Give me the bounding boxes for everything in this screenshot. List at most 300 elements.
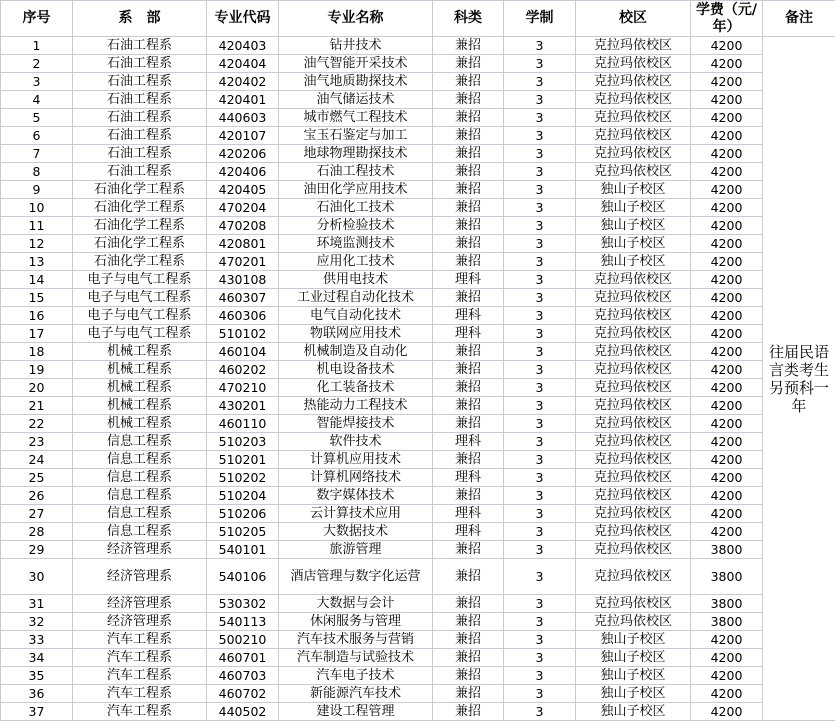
cell-dept: 信息工程系 (73, 523, 207, 541)
cell-major: 机械制造及自动化 (279, 343, 433, 361)
cell-type: 兼招 (433, 145, 504, 163)
cell-code: 470204 (207, 199, 279, 217)
cell-dept: 经济管理系 (73, 595, 207, 613)
cell-dept: 信息工程系 (73, 433, 207, 451)
cell-major: 汽车技术服务与营销 (279, 631, 433, 649)
cell-years: 3 (504, 451, 576, 469)
cell-type: 兼招 (433, 613, 504, 631)
cell-years: 3 (504, 559, 576, 595)
cell-dept: 石油工程系 (73, 55, 207, 73)
table-row (1, 145, 835, 163)
header-code: 专业代码 (207, 1, 279, 37)
cell-years: 3 (504, 631, 576, 649)
cell-campus: 克拉玛依校区 (576, 127, 691, 145)
cell-type: 兼招 (433, 235, 504, 253)
cell-fee: 4200 (691, 415, 763, 433)
cell-type: 兼招 (433, 559, 504, 595)
cell-code: 460110 (207, 415, 279, 433)
table-row (1, 91, 835, 109)
table-row (1, 451, 835, 469)
cell-major: 汽车电子技术 (279, 667, 433, 685)
cell-years: 3 (504, 613, 576, 631)
cell-campus: 克拉玛依校区 (576, 397, 691, 415)
cell-years: 3 (504, 307, 576, 325)
cell-code: 460703 (207, 667, 279, 685)
cell-years: 3 (504, 325, 576, 343)
cell-years: 3 (504, 253, 576, 271)
header-years: 学制 (504, 1, 576, 37)
cell-code: 420206 (207, 145, 279, 163)
cell-major: 化工装备技术 (279, 379, 433, 397)
cell-code: 460307 (207, 289, 279, 307)
cell-major: 计算机网络技术 (279, 469, 433, 487)
cell-type: 兼招 (433, 127, 504, 145)
cell-code: 470208 (207, 217, 279, 235)
table-row (1, 631, 835, 649)
cell-fee: 4200 (691, 379, 763, 397)
cell-type: 兼招 (433, 631, 504, 649)
cell-code: 530302 (207, 595, 279, 613)
cell-campus: 独山子校区 (576, 253, 691, 271)
cell-campus: 克拉玛依校区 (576, 433, 691, 451)
cell-no: 21 (1, 397, 73, 415)
cell-campus: 克拉玛依校区 (576, 73, 691, 91)
cell-dept: 机械工程系 (73, 397, 207, 415)
table-row (1, 541, 835, 559)
cell-type: 兼招 (433, 343, 504, 361)
cell-fee: 4200 (691, 145, 763, 163)
cell-campus: 克拉玛依校区 (576, 415, 691, 433)
table-row (1, 325, 835, 343)
cell-major: 油气智能开采技术 (279, 55, 433, 73)
table-row (1, 55, 835, 73)
cell-type: 理科 (433, 433, 504, 451)
cell-campus: 克拉玛依校区 (576, 613, 691, 631)
cell-dept: 电子与电气工程系 (73, 325, 207, 343)
cell-years: 3 (504, 289, 576, 307)
cell-dept: 汽车工程系 (73, 703, 207, 721)
cell-years: 3 (504, 55, 576, 73)
cell-campus: 克拉玛依校区 (576, 469, 691, 487)
cell-major: 城市燃气工程技术 (279, 109, 433, 127)
cell-fee: 4200 (691, 181, 763, 199)
cell-fee: 3800 (691, 541, 763, 559)
cell-dept: 石油工程系 (73, 91, 207, 109)
cell-type: 理科 (433, 307, 504, 325)
cell-fee: 4200 (691, 163, 763, 181)
cell-type: 理科 (433, 469, 504, 487)
cell-fee: 4200 (691, 199, 763, 217)
table-row (1, 289, 835, 307)
cell-major: 电气自动化技术 (279, 307, 433, 325)
cell-code: 460104 (207, 343, 279, 361)
cell-years: 3 (504, 505, 576, 523)
cell-no: 25 (1, 469, 73, 487)
table-row (1, 217, 835, 235)
table-row (1, 397, 835, 415)
table-row (1, 127, 835, 145)
cell-type: 兼招 (433, 253, 504, 271)
cell-type: 兼招 (433, 685, 504, 703)
cell-code: 540101 (207, 541, 279, 559)
cell-dept: 汽车工程系 (73, 631, 207, 649)
cell-major: 油气储运技术 (279, 91, 433, 109)
cell-major: 智能焊接技术 (279, 415, 433, 433)
cell-code: 430108 (207, 271, 279, 289)
header-campus: 校区 (576, 1, 691, 37)
table-row (1, 487, 835, 505)
table-row (1, 73, 835, 91)
cell-no: 33 (1, 631, 73, 649)
cell-fee: 4200 (691, 343, 763, 361)
table-row (1, 649, 835, 667)
cell-no: 5 (1, 109, 73, 127)
cell-fee: 4200 (691, 235, 763, 253)
cell-major: 酒店管理与数字化运营 (279, 559, 433, 595)
cell-type: 兼招 (433, 109, 504, 127)
cell-code: 510202 (207, 469, 279, 487)
header-row (1, 1, 835, 37)
cell-code: 420801 (207, 235, 279, 253)
cell-campus: 独山子校区 (576, 631, 691, 649)
cell-code: 540113 (207, 613, 279, 631)
cell-code: 420405 (207, 181, 279, 199)
cell-campus: 克拉玛依校区 (576, 163, 691, 181)
cell-major: 油田化学应用技术 (279, 181, 433, 199)
cell-code: 510206 (207, 505, 279, 523)
cell-fee: 3800 (691, 613, 763, 631)
cell-no: 27 (1, 505, 73, 523)
cell-type: 兼招 (433, 289, 504, 307)
cell-no: 3 (1, 73, 73, 91)
cell-years: 3 (504, 91, 576, 109)
cell-years: 3 (504, 343, 576, 361)
cell-major: 物联网应用技术 (279, 325, 433, 343)
cell-no: 8 (1, 163, 73, 181)
cell-fee: 4200 (691, 361, 763, 379)
cell-years: 3 (504, 199, 576, 217)
cell-dept: 石油工程系 (73, 109, 207, 127)
cell-no: 34 (1, 649, 73, 667)
cell-major: 分析检验技术 (279, 217, 433, 235)
cell-code: 510201 (207, 451, 279, 469)
cell-type: 兼招 (433, 487, 504, 505)
cell-fee: 4200 (691, 523, 763, 541)
cell-no: 30 (1, 559, 73, 595)
cell-campus: 独山子校区 (576, 685, 691, 703)
cell-code: 540106 (207, 559, 279, 595)
cell-campus: 克拉玛依校区 (576, 145, 691, 163)
table-row (1, 109, 835, 127)
cell-years: 3 (504, 649, 576, 667)
cell-dept: 信息工程系 (73, 451, 207, 469)
cell-type: 兼招 (433, 361, 504, 379)
cell-campus: 独山子校区 (576, 667, 691, 685)
cell-dept: 机械工程系 (73, 343, 207, 361)
cell-fee: 4200 (691, 289, 763, 307)
cell-major: 旅游管理 (279, 541, 433, 559)
cell-dept: 石油化学工程系 (73, 253, 207, 271)
cell-major: 计算机应用技术 (279, 451, 433, 469)
table-row (1, 37, 835, 55)
table-row (1, 271, 835, 289)
cell-dept: 石油工程系 (73, 163, 207, 181)
cell-no: 29 (1, 541, 73, 559)
cell-dept: 石油工程系 (73, 145, 207, 163)
table-row (1, 595, 835, 613)
cell-major: 休闲服务与管理 (279, 613, 433, 631)
cell-dept: 电子与电气工程系 (73, 307, 207, 325)
cell-type: 兼招 (433, 73, 504, 91)
cell-years: 3 (504, 523, 576, 541)
cell-campus: 克拉玛依校区 (576, 325, 691, 343)
cell-major: 工业过程自动化技术 (279, 289, 433, 307)
cell-fee: 4200 (691, 505, 763, 523)
cell-campus: 克拉玛依校区 (576, 559, 691, 595)
table-row (1, 559, 835, 595)
cell-campus: 克拉玛依校区 (576, 289, 691, 307)
cell-code: 420404 (207, 55, 279, 73)
cell-dept: 石油工程系 (73, 127, 207, 145)
cell-campus: 克拉玛依校区 (576, 271, 691, 289)
cell-type: 兼招 (433, 397, 504, 415)
cell-type: 兼招 (433, 541, 504, 559)
cell-fee: 4200 (691, 433, 763, 451)
table-row (1, 307, 835, 325)
cell-no: 28 (1, 523, 73, 541)
header-type: 科类 (433, 1, 504, 37)
cell-code: 440502 (207, 703, 279, 721)
cell-no: 2 (1, 55, 73, 73)
table-row (1, 379, 835, 397)
cell-major: 供用电技术 (279, 271, 433, 289)
cell-no: 16 (1, 307, 73, 325)
cell-no: 1 (1, 37, 73, 55)
cell-major: 数字媒体技术 (279, 487, 433, 505)
cell-code: 420406 (207, 163, 279, 181)
cell-fee: 4200 (691, 73, 763, 91)
cell-campus: 克拉玛依校区 (576, 523, 691, 541)
cell-major: 钻井技术 (279, 37, 433, 55)
cell-fee: 4200 (691, 397, 763, 415)
cell-dept: 汽车工程系 (73, 685, 207, 703)
cell-major: 新能源汽车技术 (279, 685, 433, 703)
cell-fee: 4200 (691, 109, 763, 127)
table-row (1, 469, 835, 487)
cell-campus: 克拉玛依校区 (576, 379, 691, 397)
cell-no: 24 (1, 451, 73, 469)
cell-years: 3 (504, 163, 576, 181)
cell-type: 兼招 (433, 451, 504, 469)
cell-type: 理科 (433, 325, 504, 343)
cell-fee: 4200 (691, 469, 763, 487)
cell-fee: 4200 (691, 271, 763, 289)
cell-code: 420401 (207, 91, 279, 109)
cell-type: 兼招 (433, 649, 504, 667)
cell-no: 22 (1, 415, 73, 433)
cell-campus: 克拉玛依校区 (576, 37, 691, 55)
cell-fee: 4200 (691, 55, 763, 73)
table-row (1, 361, 835, 379)
cell-years: 3 (504, 109, 576, 127)
cell-campus: 克拉玛依校区 (576, 361, 691, 379)
cell-no: 14 (1, 271, 73, 289)
cell-years: 3 (504, 595, 576, 613)
cell-fee: 4200 (691, 631, 763, 649)
cell-dept: 汽车工程系 (73, 649, 207, 667)
table-row (1, 199, 835, 217)
cell-campus: 克拉玛依校区 (576, 307, 691, 325)
cell-dept: 经济管理系 (73, 613, 207, 631)
cell-campus: 独山子校区 (576, 199, 691, 217)
cell-fee: 4200 (691, 685, 763, 703)
cell-code: 460701 (207, 649, 279, 667)
cell-major: 大数据与会计 (279, 595, 433, 613)
cell-code: 460306 (207, 307, 279, 325)
cell-fee: 4200 (691, 649, 763, 667)
cell-dept: 信息工程系 (73, 487, 207, 505)
cell-years: 3 (504, 361, 576, 379)
cell-no: 31 (1, 595, 73, 613)
cell-code: 510204 (207, 487, 279, 505)
cell-major: 大数据技术 (279, 523, 433, 541)
cell-dept: 经济管理系 (73, 541, 207, 559)
table-row (1, 181, 835, 199)
cell-code: 510102 (207, 325, 279, 343)
cell-type: 兼招 (433, 703, 504, 721)
cell-no: 20 (1, 379, 73, 397)
cell-dept: 机械工程系 (73, 361, 207, 379)
cell-no: 10 (1, 199, 73, 217)
table-body (1, 37, 835, 721)
table-row (1, 613, 835, 631)
cell-code: 510205 (207, 523, 279, 541)
header-no: 序号 (1, 1, 73, 37)
cell-no: 4 (1, 91, 73, 109)
cell-fee: 4200 (691, 325, 763, 343)
cell-campus: 克拉玛依校区 (576, 595, 691, 613)
cell-code: 430201 (207, 397, 279, 415)
cell-code: 470201 (207, 253, 279, 271)
table-row (1, 253, 835, 271)
cell-years: 3 (504, 217, 576, 235)
cell-campus: 独山子校区 (576, 181, 691, 199)
cell-major: 宝玉石鉴定与加工 (279, 127, 433, 145)
table-row (1, 667, 835, 685)
cell-fee: 4200 (691, 487, 763, 505)
cell-fee: 3800 (691, 559, 763, 595)
cell-dept: 机械工程系 (73, 415, 207, 433)
cell-no: 7 (1, 145, 73, 163)
cell-years: 3 (504, 685, 576, 703)
cell-fee: 4200 (691, 451, 763, 469)
cell-fee: 4200 (691, 307, 763, 325)
cell-campus: 克拉玛依校区 (576, 109, 691, 127)
cell-major: 云计算技术应用 (279, 505, 433, 523)
cell-no: 37 (1, 703, 73, 721)
cell-fee: 4200 (691, 253, 763, 271)
cell-years: 3 (504, 235, 576, 253)
cell-campus: 独山子校区 (576, 703, 691, 721)
header-remark: 备注 (763, 1, 835, 37)
cell-major: 油气地质勘探技术 (279, 73, 433, 91)
cell-no: 18 (1, 343, 73, 361)
cell-type: 兼招 (433, 379, 504, 397)
cell-code: 500210 (207, 631, 279, 649)
header-fee: 学费（元/年） (691, 1, 763, 37)
cell-dept: 石油化学工程系 (73, 199, 207, 217)
cell-years: 3 (504, 73, 576, 91)
cell-no: 26 (1, 487, 73, 505)
cell-no: 19 (1, 361, 73, 379)
cell-years: 3 (504, 379, 576, 397)
cell-years: 3 (504, 415, 576, 433)
cell-major: 建设工程管理 (279, 703, 433, 721)
cell-dept: 汽车工程系 (73, 667, 207, 685)
header-major: 专业名称 (279, 1, 433, 37)
cell-no: 36 (1, 685, 73, 703)
cell-dept: 石油工程系 (73, 73, 207, 91)
cell-code: 470210 (207, 379, 279, 397)
cell-code: 460702 (207, 685, 279, 703)
cell-dept: 经济管理系 (73, 559, 207, 595)
cell-campus: 克拉玛依校区 (576, 343, 691, 361)
cell-years: 3 (504, 703, 576, 721)
cell-no: 6 (1, 127, 73, 145)
header-dept: 系 部 (73, 1, 207, 37)
cell-no: 15 (1, 289, 73, 307)
cell-major: 石油化工技术 (279, 199, 433, 217)
cell-major: 机电设备技术 (279, 361, 433, 379)
cell-major: 地球物理勘探技术 (279, 145, 433, 163)
cell-dept: 电子与电气工程系 (73, 271, 207, 289)
cell-dept: 信息工程系 (73, 505, 207, 523)
cell-years: 3 (504, 487, 576, 505)
table-row (1, 433, 835, 451)
cell-years: 3 (504, 433, 576, 451)
remark-cell: 往届民语言类考生另预科一年 (763, 37, 835, 721)
cell-campus: 克拉玛依校区 (576, 541, 691, 559)
cell-code: 440603 (207, 109, 279, 127)
cell-type: 兼招 (433, 55, 504, 73)
cell-major: 应用化工技术 (279, 253, 433, 271)
table-row (1, 505, 835, 523)
cell-fee: 4200 (691, 91, 763, 109)
cell-years: 3 (504, 145, 576, 163)
cell-years: 3 (504, 397, 576, 415)
cell-fee: 4200 (691, 703, 763, 721)
cell-type: 理科 (433, 523, 504, 541)
cell-code: 420403 (207, 37, 279, 55)
cell-years: 3 (504, 127, 576, 145)
cell-code: 420107 (207, 127, 279, 145)
cell-dept: 机械工程系 (73, 379, 207, 397)
cell-fee: 4200 (691, 127, 763, 145)
cell-type: 兼招 (433, 91, 504, 109)
cell-no: 9 (1, 181, 73, 199)
cell-years: 3 (504, 271, 576, 289)
cell-no: 11 (1, 217, 73, 235)
cell-campus: 克拉玛依校区 (576, 505, 691, 523)
cell-campus: 克拉玛依校区 (576, 451, 691, 469)
cell-fee: 4200 (691, 37, 763, 55)
table-row (1, 685, 835, 703)
cell-no: 35 (1, 667, 73, 685)
table-row (1, 343, 835, 361)
cell-dept: 石油化学工程系 (73, 235, 207, 253)
cell-type: 理科 (433, 505, 504, 523)
cell-dept: 石油化学工程系 (73, 217, 207, 235)
